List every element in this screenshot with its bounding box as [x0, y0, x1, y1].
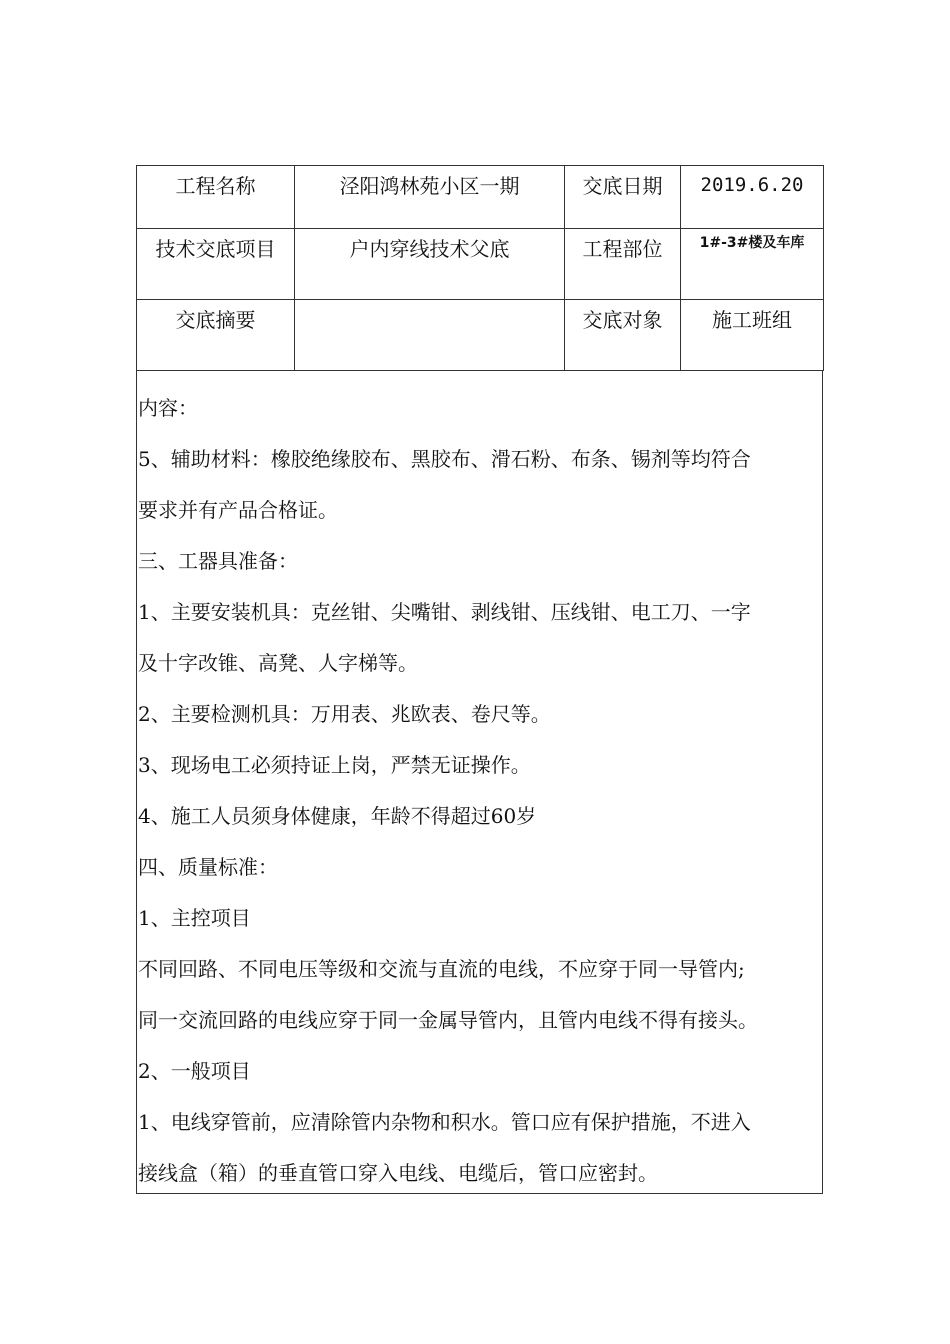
content-line: 接线盒（箱）的垂直管口穿入电线、电缆后，管口应密封。 [138, 1161, 658, 1185]
location-label: 工程部位 [565, 229, 681, 300]
date-label: 交底日期 [565, 166, 681, 229]
content-line: 要求并有产品合格证。 [138, 498, 338, 522]
content-line: 三、工器具准备： [138, 549, 298, 573]
content-line: 同一交流回路的电线应穿于同一金属导管内，且管内电线不得有接头。 [138, 1008, 758, 1032]
date-value: 2019.6.20 [681, 166, 824, 229]
header-row-1 [137, 166, 824, 229]
target-value: 施工班组 [681, 300, 824, 371]
content-line: 3、现场电工必须持证上岗，严禁无证操作。 [138, 753, 531, 777]
item-label: 技术交底项目 [137, 229, 295, 300]
project-name-label: 工程名称 [137, 166, 295, 229]
content-line: 2、一般项目 [138, 1059, 251, 1083]
target-label: 交底对象 [565, 300, 681, 371]
content-line: 内容： [138, 396, 198, 420]
summary-value [295, 300, 565, 371]
content-line: 1、主控项目 [138, 906, 251, 930]
disclosure-sheet [136, 165, 823, 1194]
content-line: 5、辅助材料：橡胶绝缘胶布、黑胶布、滑石粉、布条、锡剂等均符合 [138, 447, 751, 471]
item-value: 户内穿线技术父底 [295, 229, 565, 300]
content-line: 四、质量标准： [138, 855, 278, 879]
content-line: 不同回路、不同电压等级和交流与直流的电线，不应穿于同一导管内; [138, 957, 745, 981]
content-line: 及十字改锥、高凳、人字梯等。 [138, 651, 418, 675]
content-line: 1、主要安装机具：克丝钳、尖嘴钳、剥线钳、压线钳、电工刀、一字 [138, 600, 751, 624]
header-row-2 [137, 229, 824, 300]
location-value: 1#-3#楼及车库 [681, 229, 824, 300]
content-line: 2、主要检测机具：万用表、兆欧表、卷尺等。 [138, 702, 551, 726]
content-line: 4、施工人员须身体健康，年龄不得超过60岁 [138, 804, 537, 828]
header-table [136, 165, 824, 371]
content-line: 1、电线穿管前，应清除管内杂物和积水。管口应有保护措施，不进入 [138, 1110, 751, 1134]
summary-label: 交底摘要 [137, 300, 295, 371]
project-name-value: 泾阳鸿林苑小区一期 [295, 166, 565, 229]
content-body [136, 371, 823, 1194]
header-row-3 [137, 300, 824, 371]
